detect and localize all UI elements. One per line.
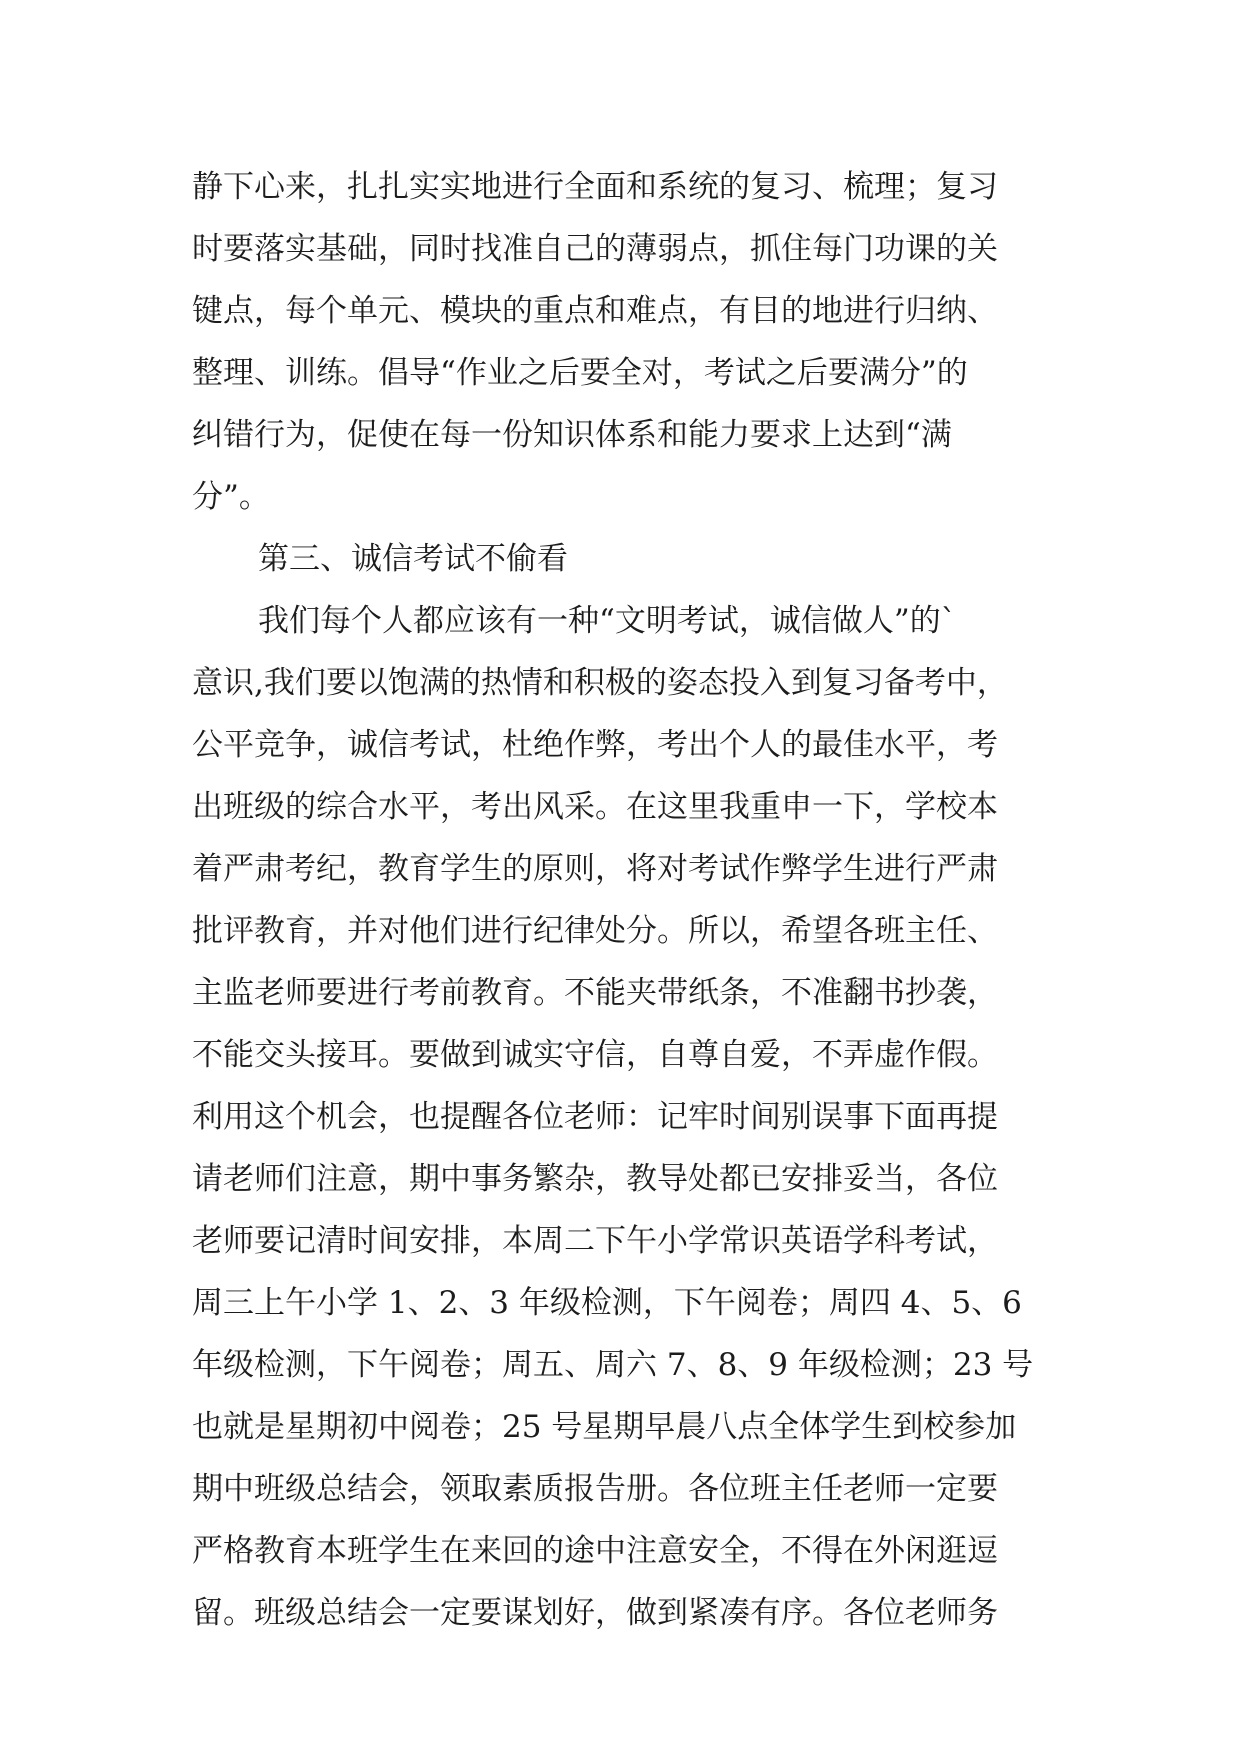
text-line: 期中班级总结会，领取素质报告册。各位班主任老师一定要 [192, 1471, 998, 1507]
text-line: 时要落实基础，同时找准自己的薄弱点，抓住每门功课的关 [192, 231, 998, 267]
text-line: 主监老师要进行考前教育。不能夹带纸条，不准翻书抄袭， [192, 975, 998, 1011]
text-line: 纠错行为，促使在每一份知识体系和能力要求上达到“满 [192, 417, 952, 453]
body-text [192, 156, 1072, 1644]
text-line: 出班级的综合水平，考出风采。在这里我重申一下，学校本 [192, 789, 998, 825]
text-line: 静下心来，扎扎实实地进行全面和系统的复习、梳理；复习 [192, 169, 998, 205]
text-line: 周三上午小学 1、2、3 年级检测，下午阅卷；周四 4、5、6 [192, 1285, 1022, 1321]
text-line: 意识,我们要以饱满的热情和积极的姿态投入到复习备考中， [192, 665, 1008, 701]
text-line: 严格教育本班学生在来回的途中注意安全，不得在外闲逛逗 [192, 1533, 998, 1569]
text-line: 年级检测，下午阅卷；周五、周六 7、8、9 年级检测；23 号 [192, 1347, 1034, 1383]
text-line: 老师要记清时间安排，本周二下午小学常识英语学科考试， [192, 1223, 998, 1259]
text-line: 不能交头接耳。要做到诚实守信，自尊自爱，不弄虚作假。 [192, 1037, 998, 1073]
text-line: 利用这个机会，也提醒各位老师：记牢时间别误事下面再提 [192, 1099, 998, 1135]
text-line: 我们每个人都应该有一种“文明考试，诚信做人”的` [258, 603, 957, 639]
text-line: 着严肃考纪，教育学生的原则，将对考试作弊学生进行严肃 [192, 851, 998, 887]
text-line: 分”。 [192, 479, 270, 515]
text-line: 也就是星期初中阅卷；25 号星期早晨八点全体学生到校参加 [192, 1409, 1017, 1445]
text-line: 整理、训练。倡导“作业之后要全对，考试之后要满分”的 [192, 355, 968, 391]
text-line: 批评教育，并对他们进行纪律处分。所以，希望各班主任、 [192, 913, 998, 949]
text-line: 留。班级总结会一定要谋划好，做到紧凑有序。各位老师务 [192, 1595, 998, 1631]
text-line: 键点，每个单元、模块的重点和难点，有目的地进行归纳、 [192, 293, 998, 329]
section-heading: 第三、诚信考试不偷看 [258, 541, 568, 577]
text-line: 请老师们注意，期中事务繁杂，教导处都已安排妥当，各位 [192, 1161, 998, 1197]
text-line: 公平竞争，诚信考试，杜绝作弊，考出个人的最佳水平，考 [192, 727, 998, 763]
